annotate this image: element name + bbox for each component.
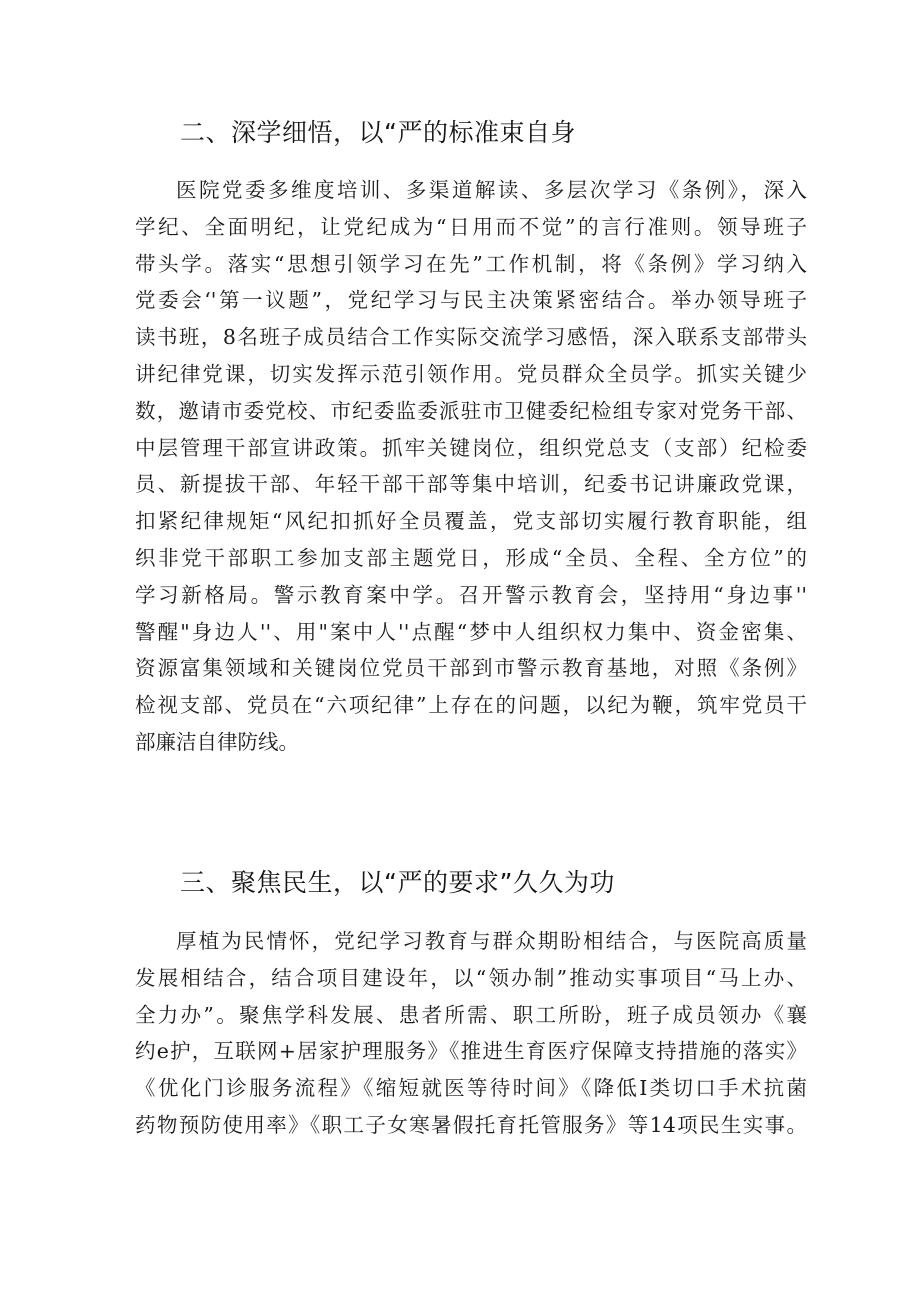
paragraph-line: 发展相结合，结合项目建设年，以“领办制”推动实事项目“马上办、 — [135, 965, 807, 990]
section-paragraph-3 — [135, 923, 807, 1144]
paragraph-line: 数，邀请市委党校、市纪委监委派驻市卫健委纪检组专家对党务干部、 — [135, 398, 807, 423]
paragraph-line: 中层管理干部宣讲政策。抓牢关键岗位，组织党总支（支部）纪检委 — [135, 435, 807, 460]
paragraph-line: 学习新格局。警示教育案中学。召开警示教育会，坚持用“身边事'' — [135, 582, 807, 607]
paragraph-line: 全力办”。聚焦学科发展、患者所需、职工所盼，班子成员领办《襄 — [135, 1002, 807, 1027]
paragraph-line: 约e护，互联网+居家护理服务》《推进生育医疗保障支持措施的落实》 — [135, 1039, 807, 1064]
paragraph-line: 检视支部、党员在“六项纪律”上存在的问题，以纪为鞭，筑牢党员干 — [135, 693, 807, 718]
paragraph-line: 带头学。落实“思想引领学习在先”工作机制，将《条例》学习纳入 — [135, 251, 807, 276]
paragraph-line: 扣紧纪律规矩“风纪扣抓好全员覆盖，党支部切实履行教育职能，组 — [135, 509, 807, 534]
paragraph-line: 讲纪律党课，切实发挥示范引领作用。党员群众全员学。抓实关键少 — [135, 361, 807, 386]
paragraph-line: 织非党干部职工参加支部主题党日，形成“全员、全程、全方位”的 — [135, 545, 807, 570]
paragraph-line: 《优化门诊服务流程》《缩短就医等待时间》《降低I类切口手术抗菌 — [135, 1076, 807, 1101]
paragraph-line: 读书班，8名班子成员结合工作实际交流学习感悟，深入联系支部带头 — [135, 325, 807, 350]
paragraph-line: 部廉洁自律防线。 — [135, 729, 299, 754]
paragraph-line: 警醒"身边人''、用"案中人''点醒“梦中人组织权力集中、资金密集、 — [135, 619, 807, 644]
paragraph-line: 药物预防使用率》《职工子女寒暑假托育托管服务》等14项民生实事。 — [135, 1112, 807, 1137]
section-paragraph-2 — [135, 172, 807, 761]
section-heading-2: 二、深学细悟，以“严的标准束自身 — [180, 118, 576, 147]
paragraph-line: 医院党委多维度培训、多渠道解读、多层次学习《条例》，深入 — [176, 178, 807, 202]
paragraph-line: 学纪、全面明纪，让党纪成为“日用而不觉”的言行准则。领导班子 — [135, 214, 807, 239]
paragraph-line: 员、新提拔干部、年轻干部干部等集中培训，纪委书记讲廉政党课， — [135, 472, 807, 497]
section-heading-3: 三、聚焦民生，以“严的要求”久久为功 — [180, 868, 615, 897]
paragraph-line: 厚植为民情怀，党纪学习教育与群众期盼相结合，与医院高质量 — [176, 929, 807, 953]
paragraph-line: 资源富集领域和关键岗位党员干部到市警示教育基地，对照《条例》 — [135, 656, 807, 681]
paragraph-line: 党委会‘'第一议题”，党纪学习与民主决策紧密结合。举办领导班子 — [135, 288, 807, 313]
